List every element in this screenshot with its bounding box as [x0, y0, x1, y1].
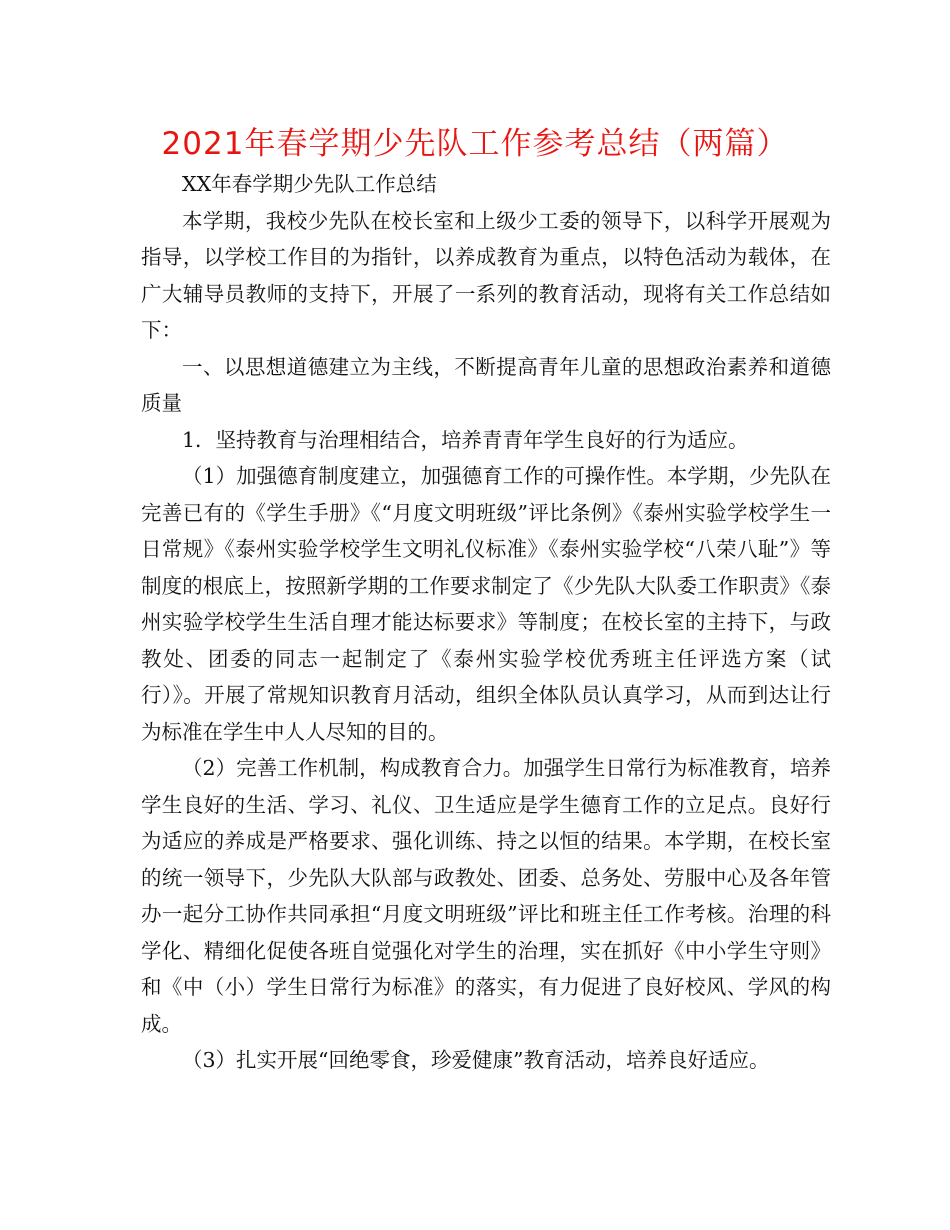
- paragraph-intro: 本学期，我校少先队在校长室和上级少工委的领导下，以科学开展观为指导，以学校工作目的为指针，以养成教育为重点，以特色活动为载体，在广大辅导员教师的支持下，开展了一系列的教育活动，现将有关工作总结如下：: [141, 208, 831, 342]
- paragraph-subitem-3: （3）扎实开展“回绝零食，珍爱健康”教育活动，培养良好适应。: [182, 1048, 770, 1072]
- paragraph-subitem-1: （1）加强德育制度建立，加强德育工作的可操作性。本学期，少先队在完善已有的《学生手册》《“月度文明班级”评比条例》《泰州实验学校学生一日常规》《泰州实验学校学生文明礼仪标准》《泰州实验学校“八荣八耻”》等制度的根底上，按照新学期的工作要求制定了《少先队大队委工作职责》《泰州实验学校学生生活自理才能达标要求》等制度；在校长室的主持下，与政教处、团委的同志一起制定了《泰州实验学校优秀班主任评选方案（试行）》。开展了常规知识教育月活动，组织全体队员认真学习，从而到达让行为标准在学生中人人尽知的目的。: [141, 464, 831, 744]
- document-subtitle: XX年春学期少先队工作总结: [182, 172, 437, 196]
- paragraph-subitem-2: （2）完善工作机制，构成教育合力。加强学生日常行为标准教育，培养学生良好的生活、学习、礼仪、卫生适应是学生德育工作的立足点。良好行为适应的养成是严格要求、强化训练、持之以恒的结果。本学期，在校长室的统一领导下，少先队大队部与政教处、团委、总务处、劳服中心及各年管办一起分工协作共同承担“月度文明班级”评比和班主任工作考核。治理的科学化、精细化促使各班自觉强化对学生的治理，实在抓好《中小学生守则》和《中（小）学生日常行为标准》的落实，有力促进了良好校风、学风的构成。: [141, 756, 831, 1036]
- paragraph-item-1: 1．坚持教育与治理相结合，培养青青年学生良好的行为适应。: [182, 427, 749, 452]
- paragraph-section-heading: 一、以思想道德建立为主线，不断提高青年儿童的思想政治素养和道德质量: [141, 354, 831, 415]
- document-body: [141, 166, 831, 1079]
- document-title: 2021年春学期少先队工作参考总结（两篇）: [161, 126, 789, 162]
